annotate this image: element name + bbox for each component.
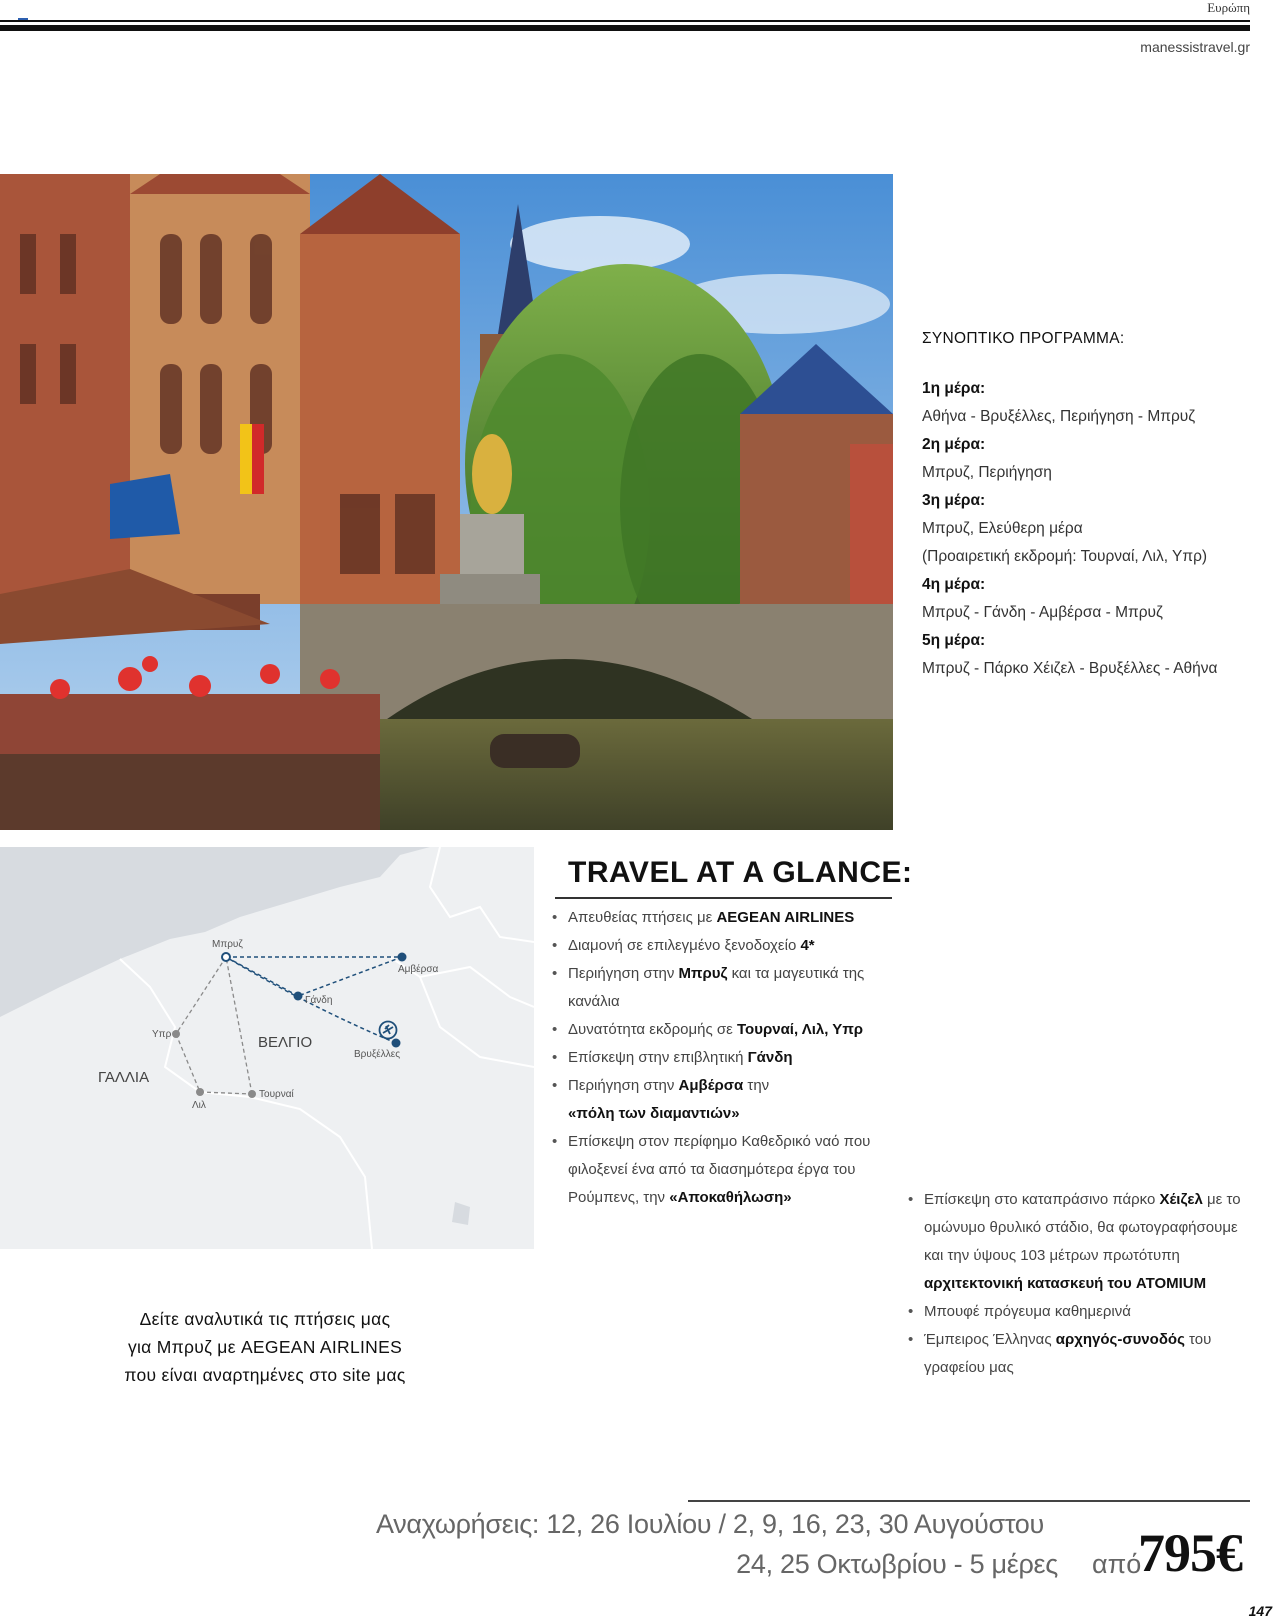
itinerary-day: [922, 375, 1262, 431]
itinerary-day: [922, 571, 1262, 627]
glance-rule: [555, 897, 892, 899]
city-marker-antwerp: [398, 953, 407, 962]
route-map: [0, 847, 534, 1249]
day-label: 4η μέρα:: [922, 576, 986, 593]
city-marker-bruges: [222, 953, 230, 961]
highlight-item: • Επίσκεψη στον περίφημο Καθεδρικό ναό που φιλοξενεί ένα από τα διασημότερα έργα του Ρούμπενς, την «Αποκαθήλωση»: [552, 1128, 882, 1212]
city-marker-brussels: [392, 1039, 401, 1048]
header-rule-thin: [0, 20, 1250, 22]
highlights-list-continued: [908, 1186, 1253, 1382]
city-label-ypres: Υπρ: [152, 1029, 172, 1040]
city-marker-tournai: [248, 1090, 256, 1098]
highlight-item: • Διαμονή σε επιλεγμένο ξενοδοχείο 4*: [552, 932, 882, 960]
itinerary-summary: [922, 325, 1262, 683]
estuary: [300, 847, 380, 875]
day-label: 3η μέρα:: [922, 492, 986, 509]
day-description: Μπρυζ - Γάνδη - Αμβέρσα - Μπρυζ: [922, 604, 1163, 621]
day-label: 2η μέρα:: [922, 436, 986, 453]
highlight-item: • Δυνατότητα εκδρομής σε Τουρναί, Λιλ, Υπρ: [552, 1016, 882, 1044]
page-number: 147: [1248, 1603, 1272, 1619]
itinerary-day: [922, 487, 1262, 571]
highlights-list: [552, 904, 882, 1212]
city-label-brussels: Βρυξέλλες: [354, 1049, 401, 1060]
departure-dates-duration: 24, 25 Οκτωβρίου - 5 μέρες: [736, 1549, 1058, 1579]
country-label-france: ΓΑΛΛΙΑ: [98, 1069, 150, 1086]
highlight-item: • Επίσκεψη στο καταπράσινο πάρκο Χέιζελ με το ομώνυμο θρυλικό στάδιο, θα φωτογραφήσουμε και την ύψους 103 μέτρων πρωτότυπη αρχιτεκτονική κατασκευή του ATOMIUM: [908, 1186, 1253, 1298]
highlight-item: • Περιήγηση στην Μπρυζ και τα μαγευτικά της κανάλια: [552, 960, 882, 1016]
day-description: Μπρυζ - Πάρκο Χέιζελ - Βρυξέλλες - Αθήνα: [922, 660, 1218, 677]
departures-rule: [688, 1500, 1250, 1502]
price: 795€: [1138, 1523, 1242, 1583]
itinerary-day: [922, 627, 1262, 683]
highlight-item: • Έμπειρος Έλληνας αρχηγός-συνοδός του γραφείου μας: [908, 1326, 1253, 1382]
day-description: (Προαιρετική εκδρομή: Τουρναί, Λιλ, Υπρ): [922, 548, 1208, 565]
flights-note-line: για Μπρυζ με AEGEAN AIRLINES: [127, 1337, 403, 1357]
city-label-ghent: Γάνδη: [305, 995, 333, 1006]
highlight-item: • Επίσκεψη στην επιβλητική Γάνδη: [552, 1044, 882, 1072]
highlight-item: • Μπουφέ πρόγευμα καθημερινά: [908, 1298, 1253, 1326]
itinerary-day: [922, 431, 1262, 487]
city-label-bruges: Μπρυζ: [212, 939, 243, 950]
city-marker-lille: [196, 1088, 204, 1096]
country-label-belgium: ΒΕΛΓΙΟ: [258, 1034, 313, 1051]
price-from-label: από: [1092, 1549, 1142, 1579]
day-label: 5η μέρα:: [922, 632, 986, 649]
highlight-item: • Περιήγηση στην Αμβέρσα την «πόλη των διαμαντιών»: [552, 1072, 882, 1128]
hero-photo-bruges-canal: [0, 174, 893, 830]
flights-note-line: Δείτε αναλυτικά τις πτήσεις μας: [139, 1309, 391, 1329]
itinerary-title: ΣΥΝΟΠΤΙΚΟ ΠΡΟΓΡΑΜΜΑ:: [922, 330, 1125, 347]
city-label-tournai: Τουρναί: [259, 1089, 294, 1100]
city-label-lille: Λιλ: [192, 1100, 206, 1111]
departure-dates: Αναχωρήσεις: 12, 26 Ιουλίου / 2, 9, 16, 23, 30 Αυγούστου: [375, 1509, 1044, 1539]
glance-title: TRAVEL AT A GLANCE:: [568, 856, 913, 889]
day-label: 1η μέρα:: [922, 380, 986, 397]
flights-note: [95, 1305, 435, 1389]
city-label-antwerp: Αμβέρσα: [398, 964, 439, 975]
highlight-item: • Απευθείας πτήσεις με AEGEAN AIRLINES: [552, 904, 882, 932]
day-description: Αθήνα - Βρυξέλλες, Περιήγηση - Μπρυζ: [922, 408, 1196, 425]
day-description: Μπρυζ, Ελεύθερη μέρα: [922, 520, 1083, 537]
header-rule-thick: [0, 25, 1250, 31]
section-label: Ευρώπη: [1207, 0, 1250, 15]
site-url: manessistravel.gr: [1140, 39, 1250, 55]
day-description: Μπρυζ, Περιήγηση: [922, 464, 1052, 481]
city-marker-ypres: [172, 1030, 180, 1038]
city-marker-ghent: [294, 992, 303, 1001]
flights-note-line: που είναι αναρτημένες στο site μας: [124, 1365, 406, 1385]
